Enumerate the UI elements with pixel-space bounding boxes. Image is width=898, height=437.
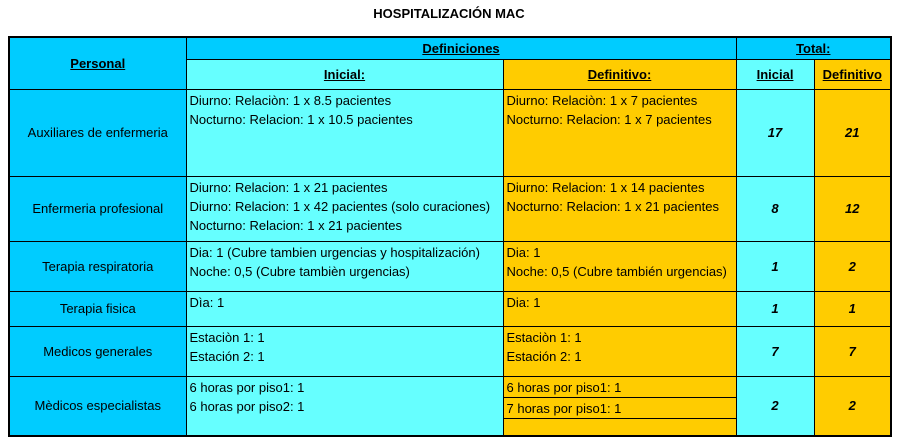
header-total-definitivo-label: Definitivo xyxy=(822,66,882,82)
definitivo-cell xyxy=(503,89,736,176)
definition-line: Nocturno: Relacion: 1 x 21 pacientes xyxy=(506,198,719,214)
total-definitivo-cell: 12 xyxy=(814,176,891,241)
definition-line: 6 horas por piso1: 1 xyxy=(189,379,305,395)
definition-line: Estación 2: 1 xyxy=(189,348,265,364)
definition-line: Estaciòn 1: 1 xyxy=(189,329,265,345)
table-row xyxy=(9,241,891,291)
total-definitivo-cell: 1 xyxy=(814,291,891,326)
row-label-cell: Auxiliares de enfermeria xyxy=(9,89,186,176)
definitivo-cell xyxy=(503,241,736,291)
total-inicial-cell: 1 xyxy=(736,291,814,326)
row-label-cell: Terapia fisica xyxy=(9,291,186,326)
definition-line: Dia: 1 (Cubre tambien urgencias y hospitalización) xyxy=(189,244,480,260)
total-inicial-cell: 17 xyxy=(736,89,814,176)
definitivo-cell xyxy=(503,291,736,326)
definition-line: Nocturno: Relacion: 1 x 21 pacientes xyxy=(189,217,402,233)
definition-line: Diurno: Relaciòn: 1 x 7 pacientes xyxy=(506,92,698,108)
total-definitivo-cell: 7 xyxy=(814,326,891,376)
page-title: HOSPITALIZACIÓN MAC xyxy=(373,6,525,21)
definition-line: Noche: 0,5 (Cubre tambièn urgencias) xyxy=(189,263,410,279)
total-inicial-cell: 7 xyxy=(736,326,814,376)
header-total xyxy=(736,37,891,59)
definition-line: Dia: 1 xyxy=(506,294,541,310)
total-definitivo-cell: 21 xyxy=(814,89,891,176)
row-label-cell: Medicos generales xyxy=(9,326,186,376)
definition-line: Dia: 1 xyxy=(506,244,541,260)
total-inicial-cell: 1 xyxy=(736,241,814,291)
table-row xyxy=(9,326,891,376)
inicial-cell xyxy=(186,176,503,241)
header-total-label: Total: xyxy=(796,40,831,56)
definitivo-cell xyxy=(503,176,736,241)
hospitalization-table xyxy=(8,36,892,437)
header-inicial-label: Inicial: xyxy=(323,66,366,82)
definition-line: 6 horas por piso2: 1 xyxy=(189,398,305,414)
definition-line: Diurno: Relaciòn: 1 x 8.5 pacientes xyxy=(189,92,392,108)
inicial-cell xyxy=(186,291,503,326)
header-personal-label: Personal xyxy=(70,55,126,71)
header-definiciones xyxy=(186,37,736,59)
inicial-cell xyxy=(186,241,503,291)
definition-line: Diurno: Relacion: 1 x 42 pacientes (solo curaciones) xyxy=(189,198,491,214)
header-definitivo-label: Definitivo: xyxy=(587,66,652,82)
definition-line: Estación 2: 1 xyxy=(506,348,582,364)
total-inicial-cell: 2 xyxy=(736,376,814,436)
table-row xyxy=(9,176,891,241)
row-label-cell: Mèdicos especialistas xyxy=(9,376,186,436)
definitivo-cell xyxy=(503,376,736,436)
definition-line: Dìa: 1 xyxy=(189,294,225,310)
table-row xyxy=(9,89,891,176)
row-label-cell: Enfermeria profesional xyxy=(9,176,186,241)
definition-line: Noche: 0,5 (Cubre también urgencias) xyxy=(506,263,727,279)
header-total-definitivo xyxy=(814,59,891,89)
definition-line: Diurno: Relacion: 1 x 14 pacientes xyxy=(506,179,705,195)
header-inicial xyxy=(186,59,503,89)
header-total-inicial xyxy=(736,59,814,89)
header-total-inicial-label: Inicial xyxy=(756,66,794,82)
inicial-cell xyxy=(186,376,503,436)
total-definitivo-cell: 2 xyxy=(814,376,891,436)
definition-line: Diurno: Relacion: 1 x 21 pacientes xyxy=(189,179,388,195)
total-inicial-cell: 8 xyxy=(736,176,814,241)
header-personal xyxy=(9,37,186,89)
header-row-groups xyxy=(9,37,891,59)
header-definiciones-label: Definiciones xyxy=(422,40,500,56)
definition-line: Nocturno: Relacion: 1 x 7 pacientes xyxy=(506,111,712,127)
definitivo-cell xyxy=(503,326,736,376)
total-definitivo-cell: 2 xyxy=(814,241,891,291)
definition-subcell: 7 horas por piso1: 1 xyxy=(504,398,736,419)
definition-subcell: 6 horas por piso1: 1 xyxy=(504,377,736,398)
definition-line: Estaciòn 1: 1 xyxy=(506,329,582,345)
definition-line: Nocturno: Relacion: 1 x 10.5 pacientes xyxy=(189,111,413,127)
definition-subcell xyxy=(504,419,736,436)
table-row xyxy=(9,291,891,326)
inicial-cell xyxy=(186,89,503,176)
row-label-cell: Terapia respiratoria xyxy=(9,241,186,291)
inicial-cell xyxy=(186,326,503,376)
header-definitivo xyxy=(503,59,736,89)
definitivo-subcells xyxy=(504,377,736,436)
table-row xyxy=(9,376,891,436)
